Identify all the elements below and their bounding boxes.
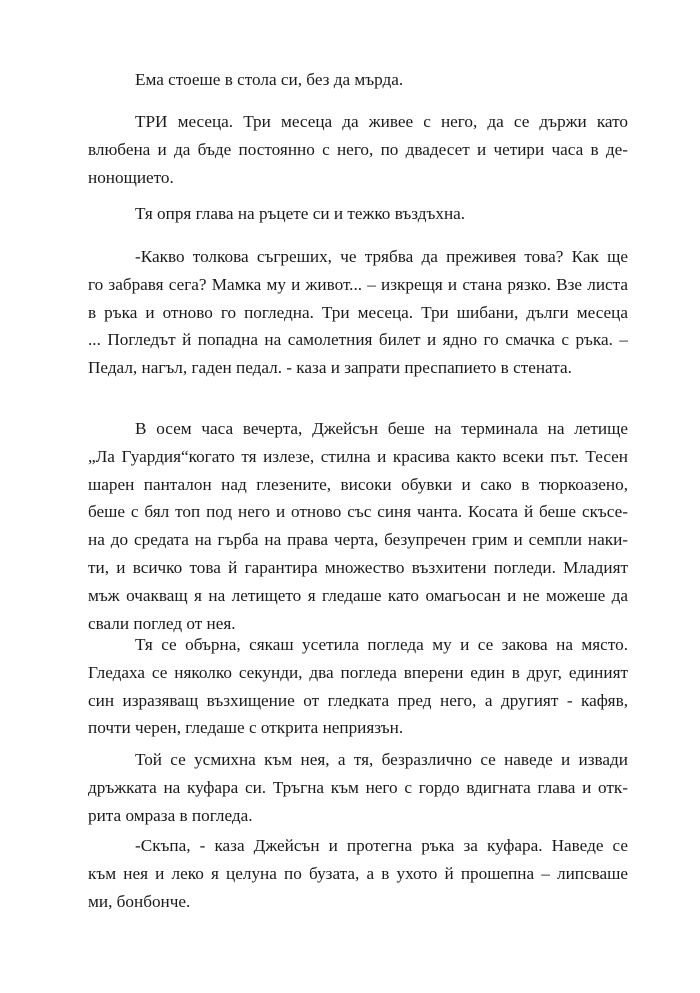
text-line: Гледаха се няколко секунди, два погледа вперени един в друг, единият bbox=[88, 662, 628, 682]
text-line: син изразяващ възхищение от гледката пред него, а другият - кафяв, bbox=[88, 690, 628, 710]
text-line: Тя опря глава на ръцете си и тежко въздъхна. bbox=[135, 204, 466, 223]
text-line: -Какво толкова съгреших, че трябва да преживея това? Как ще bbox=[135, 247, 628, 266]
text-line: Педал, нагъл, гаден педал. - каза и запрати преспапието в стената. bbox=[88, 358, 572, 378]
text-line: в ръка и отново го погледна. Три месеца. Три шибани, дълги месеца bbox=[88, 302, 628, 322]
text-line: Ема стоеше в стола си, без да мърда. bbox=[135, 70, 404, 89]
text-line: ти, и всичко това й гарантира множество възхитени погледи. Младият bbox=[88, 557, 628, 577]
text-line: на до средата на гърба на права черта, безупречен грим и семпли наки- bbox=[88, 530, 628, 550]
text-line: „Ла Гуардия“когато тя излезе, стилна и красива както всеки път. Тесен bbox=[88, 446, 628, 466]
text-line: ТРИ месеца. Три месеца да живее с него, да се държи като bbox=[135, 112, 628, 131]
paragraph-2 bbox=[88, 108, 628, 191]
text-line: към нея и леко я целуна по бузата, а в ухото й прошепна – липсваше bbox=[88, 863, 628, 883]
paragraph-6 bbox=[88, 631, 628, 742]
paragraph-8 bbox=[88, 832, 628, 915]
text-line: беше с бял топ под него и отново със синя чанта. Косата й беше скъсе- bbox=[88, 502, 628, 522]
paragraph-1 bbox=[88, 66, 628, 94]
text-line: В осем часа вечерта, Джейсън беше на терминала на летище bbox=[135, 419, 628, 438]
text-line: дръжката на куфара си. Тръгна към него с гордо вдигната глава и отк- bbox=[88, 777, 628, 797]
paragraph-5 bbox=[88, 415, 628, 637]
text-line: почти черен, гледаше с открита неприязън. bbox=[88, 718, 404, 738]
text-line: го забравя сега? Мамка му и живот... – изкрещя и стана рязко. Взе листа bbox=[88, 274, 628, 294]
text-line: ми, бонбонче. bbox=[88, 891, 191, 911]
paragraph-4 bbox=[88, 243, 628, 382]
paragraph-3 bbox=[88, 200, 628, 228]
text-line: -Скъпа, - каза Джейсън и протегна ръка за куфара. Наведе се bbox=[135, 836, 628, 855]
text-line: влюбена и да бъде постоянно с него, по двадесет и четири часа в де- bbox=[88, 139, 628, 159]
text-line: ... Погледът й попадна на самолетния билет и ядно го смачка с ръка. – bbox=[88, 330, 628, 350]
text-line: рита омраза в погледа. bbox=[88, 805, 253, 825]
text-line: свали поглед от нея. bbox=[88, 613, 236, 633]
text-line: нонощието. bbox=[88, 167, 174, 187]
text-line: мъж очакващ я на летището я гледаше като омагьосан и не можеше да bbox=[88, 585, 628, 605]
paragraph-7 bbox=[88, 746, 628, 829]
text-line: Тя се обърна, сякаш усетила погледа му и се закова на място. bbox=[135, 635, 628, 654]
text-line: Той се усмихна към нея, а тя, безразлично се наведе и извади bbox=[135, 750, 628, 769]
text-line: шарен панталон над глезените, високи обувки и сако в тюркоазено, bbox=[88, 474, 628, 494]
